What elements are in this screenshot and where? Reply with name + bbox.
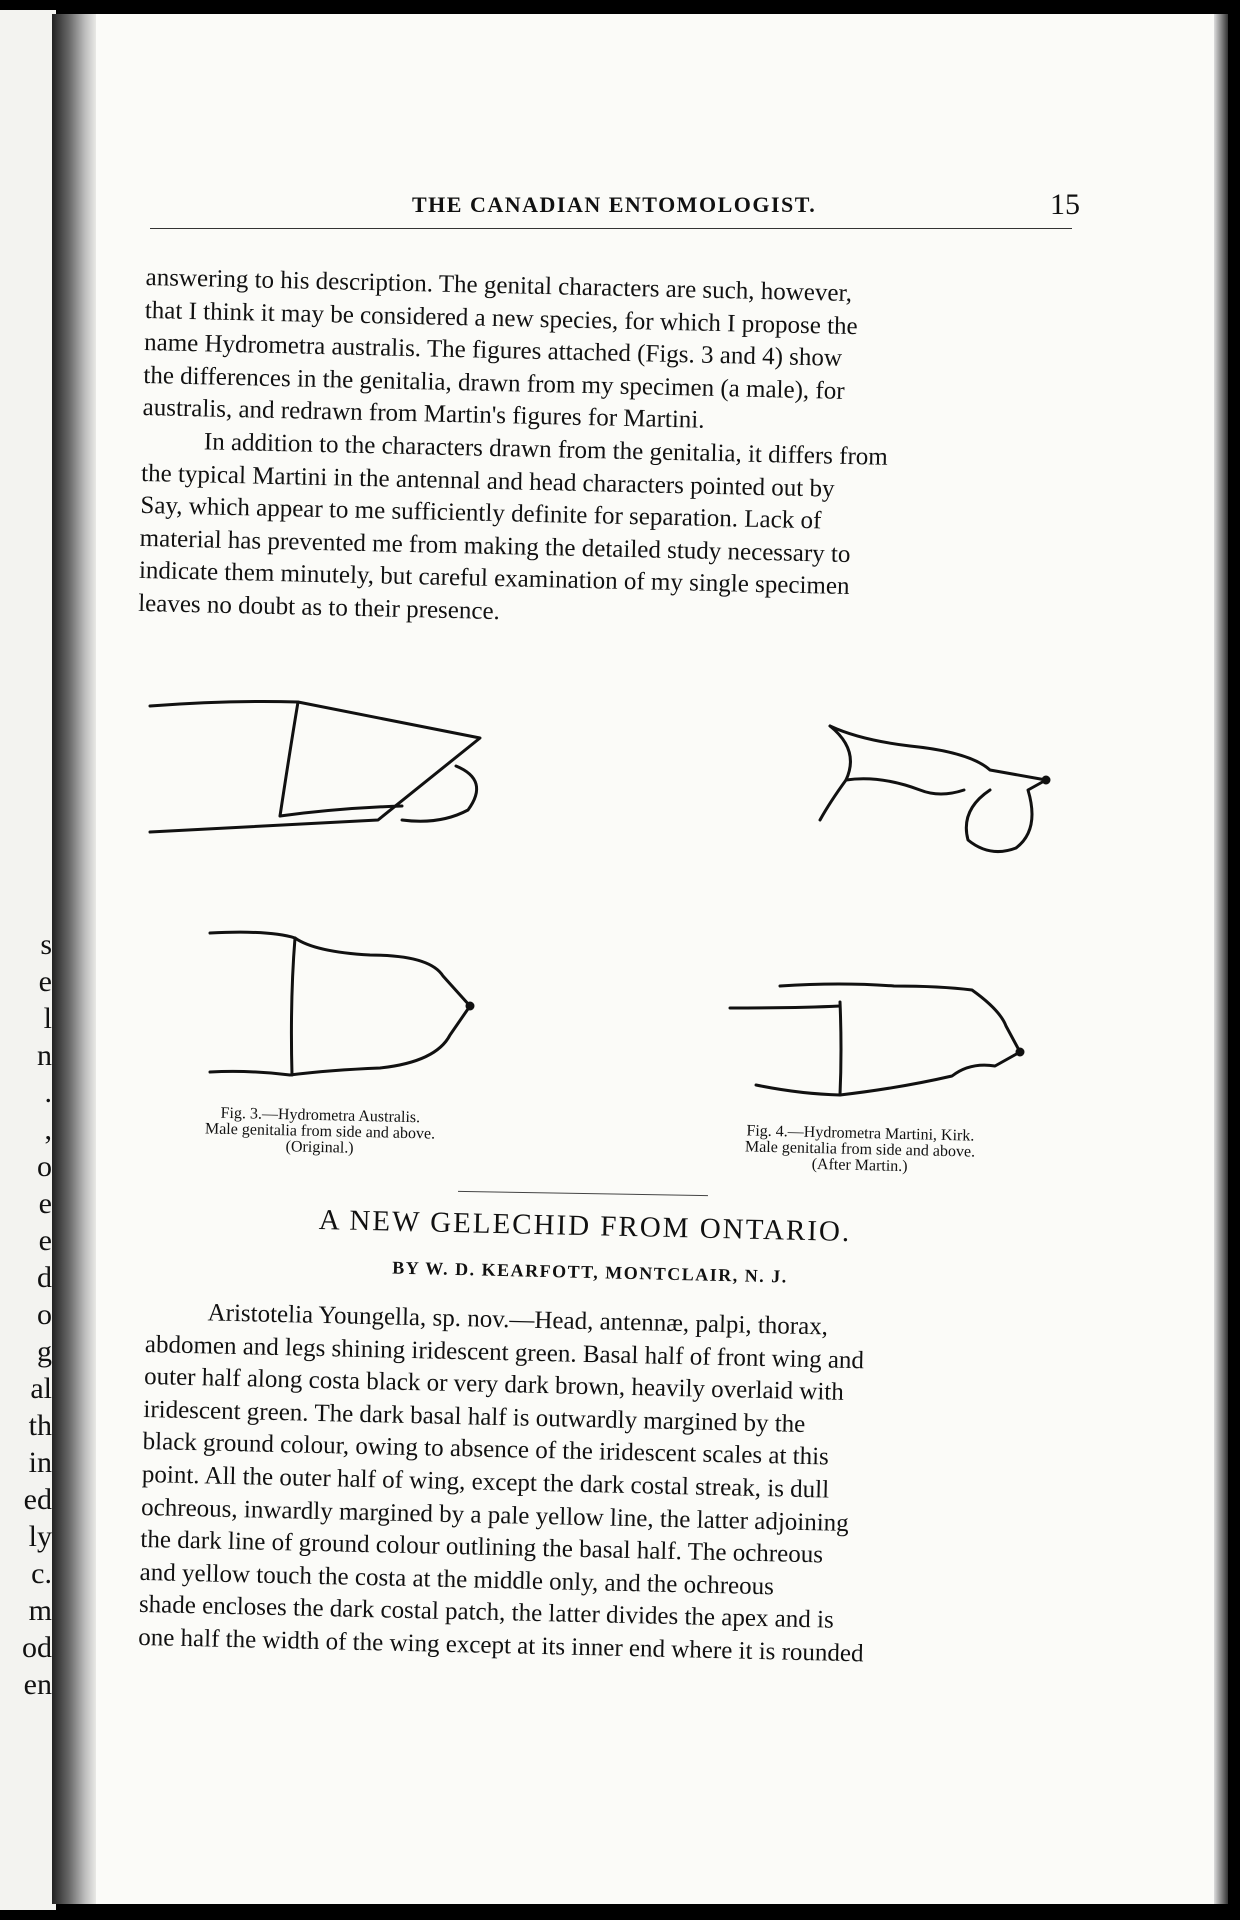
text-line: Say, which appear to me sufficiently definite for separation. Lack of [140,492,822,535]
margin-fragment: c. [31,1557,52,1590]
text-line: one half the width of the wing except at its inner end where it is rounded [137,1623,864,1668]
text-line: iridescent green. The dark basal half is outwardly margined by the [143,1395,806,1438]
text-line: abdomen and legs shining iridescent green. Basal half of front wing and [144,1330,865,1374]
fig3-side-view [150,702,480,833]
caption-line: (After Martin.) [811,1155,908,1176]
margin-fragment: l [43,1002,52,1035]
caption-line: (Original.) [285,1138,354,1157]
margin-fragment: ed [23,1483,52,1516]
margin-fragment: th [28,1409,52,1442]
margin-fragment: , [44,1113,52,1146]
article-byline: BY W. D. KEARFOTT, MONTCLAIR, N. J. [392,1257,788,1287]
text-line: Aristotelia Youngella, sp. nov.—Head, antennæ, palpi, thorax, [207,1299,829,1341]
fig4-side-view [820,726,1049,852]
margin-fragment: al [30,1372,52,1405]
book-spine-shadow [52,14,96,1904]
text-line: answering to his description. The genital characters are such, however, [145,263,853,308]
text-line: and yellow touch the costa at the middle only, and the ochreous [139,1558,775,1601]
margin-fragment: o [37,1150,52,1183]
page-header [150,186,1080,236]
margin-fragment: o [37,1298,52,1331]
fig3-caption [140,1104,501,1160]
margin-fragment: e [38,965,52,998]
text-line: point. All the outer half of wing, except the dark costal streak, is dull [141,1460,830,1504]
running-head: THE CANADIAN ENTOMOLOGIST. [412,192,817,217]
fig4-dorsal-view [730,984,1023,1095]
fig3-dorsal-view [210,932,473,1075]
margin-fragment: m [28,1594,52,1627]
text-line: the dark line of ground colour outlining the basal half. The ochreous [140,1526,824,1569]
margin-fragment: d [37,1261,52,1294]
text-line: material has prevented me from making the detailed study necessary to [139,524,851,568]
text-line: name Hydrometra australis. The figures attached (Figs. 3 and 4) show [143,329,843,372]
fig4-caption [680,1122,1041,1178]
header-rule [150,228,1072,229]
text-line: shade encloses the dark costal patch, the latter divides the apex and is [138,1591,835,1635]
text-line: leaves no doubt as to their presence. [137,589,501,626]
margin-fragment: . [44,1076,52,1109]
caption-line: Male genitalia from side and above. [204,1120,436,1143]
text-line: australis, and redrawn from Martin's figures for Martini. [142,394,705,435]
page-number: 15 [1050,188,1080,221]
margin-fragment: n [37,1039,52,1072]
caption-line: Male genitalia from side and above. [744,1138,976,1161]
text-line: black ground colour, owing to absence of the iridescent scales at this [142,1428,830,1471]
article-body [138,1296,1076,1676]
text-line: that I think it may be considered a new species, for which I propose the [144,296,859,340]
margin-fragment: en [23,1668,52,1701]
margin-fragment: ly [28,1520,52,1553]
margin-fragment: g [37,1335,52,1368]
text-line: the typical Martini in the antennal and head characters pointed out by [140,459,835,503]
continued-paragraph [138,262,1076,642]
margin-fragment: in [28,1446,52,1479]
margin-fragment: e [38,1224,52,1257]
text-line: the differences in the genitalia, drawn from my specimen (a male), for [143,361,845,405]
margin-fragment: e [38,1187,52,1220]
caption-line: Fig. 4.—Hydrometra Martini, Kirk. [746,1122,975,1145]
article-title: A NEW GELECHID FROM ONTARIO. [318,1203,852,1249]
page-edge-shadow [1214,14,1228,1904]
text-line: outer half along costa black or very dark brown, heavily overlaid with [143,1363,845,1407]
text-line: indicate them minutely, but careful examination of my single specimen [138,557,850,601]
previous-page-edge [0,10,56,1910]
margin-fragment: od [22,1631,52,1664]
text-line: ochreous, inwardly margined by a pale yellow line, the latter adjoining [140,1493,850,1537]
text-line: In addition to the characters drawn from the genitalia, it differs from [203,428,889,471]
caption-line: Fig. 3.—Hydrometra Australis. [220,1104,421,1127]
margin-fragment: s [40,928,52,961]
